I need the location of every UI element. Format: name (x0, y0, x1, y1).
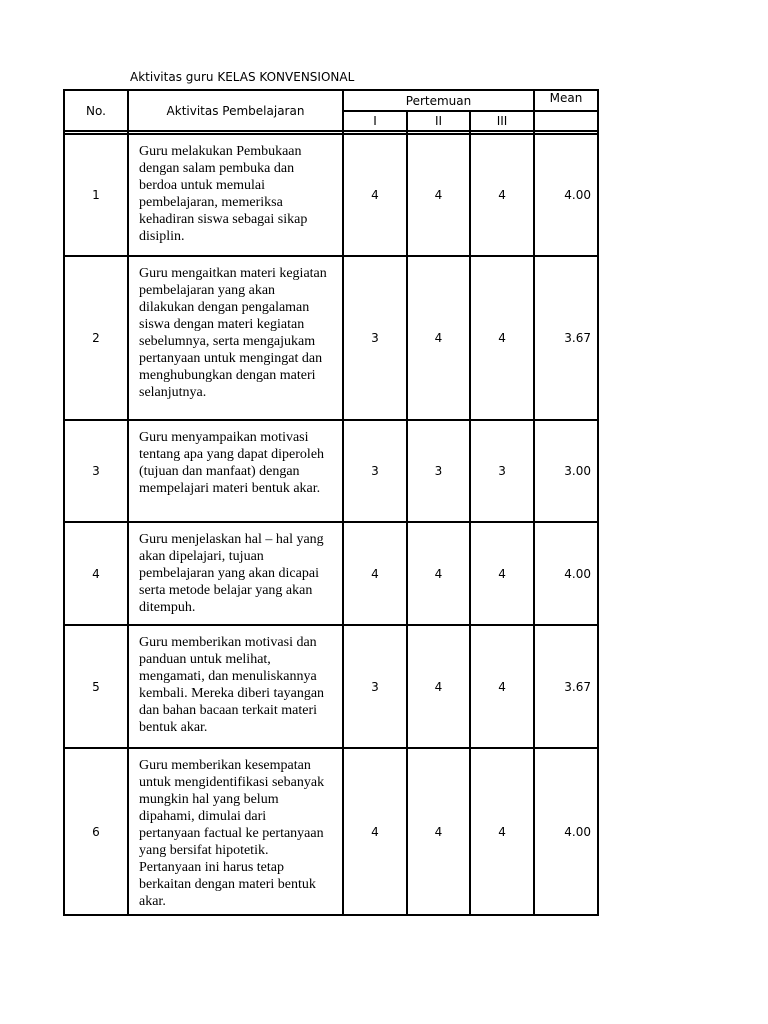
row-mean: 3.67 (534, 625, 598, 748)
row-mean: 4.00 (534, 522, 598, 625)
row-mean: 3.00 (534, 420, 598, 522)
row-activity: Guru menyampaikan motivasi tentang apa yang dapat diperoleh (tujuan dan manfaat) dengan mempelajari materi bentuk akar. (128, 420, 343, 522)
row-meeting-2: 4 (407, 625, 470, 748)
row-meeting-2: 4 (407, 522, 470, 625)
row-meeting-3: 3 (470, 420, 534, 522)
row-meeting-3: 4 (470, 748, 534, 915)
row-number: 1 (64, 134, 128, 256)
table-row (64, 748, 598, 915)
header-activity: Aktivitas Pembelajaran (128, 90, 343, 131)
table-row (64, 625, 598, 748)
page-title: Aktivitas guru KELAS KONVENSIONAL (130, 70, 355, 84)
table-row (64, 420, 598, 522)
header-meeting-1: I (343, 111, 407, 131)
row-activity: Guru menjelaskan hal – hal yang akan dipelajari, tujuan pembelajaran yang akan dicapai serta metode belajar yang akan ditempuh. (128, 522, 343, 625)
row-meeting-3: 4 (470, 134, 534, 256)
row-meeting-1: 4 (343, 748, 407, 915)
header-meeting-3: III (470, 111, 534, 131)
row-meeting-1: 3 (343, 420, 407, 522)
row-meeting-1: 4 (343, 134, 407, 256)
row-activity: Guru memberikan kesempatan untuk mengidentifikasi sebanyak mungkin hal yang belum dipahami, dimulai dari pertanyaan factual ke pertanyaan yang bersifat hipotetik. Pertanyaan ini harus tetap berkaitan dengan materi bentuk akar. (128, 748, 343, 915)
row-mean: 4.00 (534, 134, 598, 256)
row-number: 2 (64, 256, 128, 420)
row-number: 4 (64, 522, 128, 625)
activity-table (63, 89, 599, 916)
header-mean-empty (534, 111, 598, 131)
row-meeting-2: 4 (407, 256, 470, 420)
row-activity: Guru mengaitkan materi kegiatan pembelajaran yang akan dilakukan dengan pengalaman siswa dengan materi kegiatan sebelumnya, serta mengajukam pertanyaan untuk mengingat dan menghubungkan dengan materi selanjutnya. (128, 256, 343, 420)
table-row (64, 522, 598, 625)
row-meeting-3: 4 (470, 256, 534, 420)
row-meeting-1: 4 (343, 522, 407, 625)
header-meeting-2: II (407, 111, 470, 131)
row-meeting-3: 4 (470, 522, 534, 625)
table-row (64, 256, 598, 420)
row-number: 3 (64, 420, 128, 522)
row-activity: Guru melakukan Pembukaan dengan salam pembuka dan berdoa untuk memulai pembelajaran, memeriksa kehadiran siswa sebagai sikap disiplin. (128, 134, 343, 256)
row-number: 5 (64, 625, 128, 748)
row-activity: Guru memberikan motivasi dan panduan untuk melihat, mengamati, dan menuliskannya kembali. Mereka diberi tayangan dan bahan bacaan terkait materi bentuk akar. (128, 625, 343, 748)
header-mean: Mean (534, 90, 598, 111)
header-meeting-group: Pertemuan (343, 90, 534, 111)
row-meeting-2: 4 (407, 748, 470, 915)
row-mean: 3.67 (534, 256, 598, 420)
row-meeting-1: 3 (343, 256, 407, 420)
row-meeting-2: 3 (407, 420, 470, 522)
header-no: No. (64, 90, 128, 131)
row-meeting-1: 3 (343, 625, 407, 748)
row-meeting-2: 4 (407, 134, 470, 256)
table-row (64, 134, 598, 256)
row-mean: 4.00 (534, 748, 598, 915)
header-row-top (64, 90, 598, 111)
row-number: 6 (64, 748, 128, 915)
row-meeting-3: 4 (470, 625, 534, 748)
